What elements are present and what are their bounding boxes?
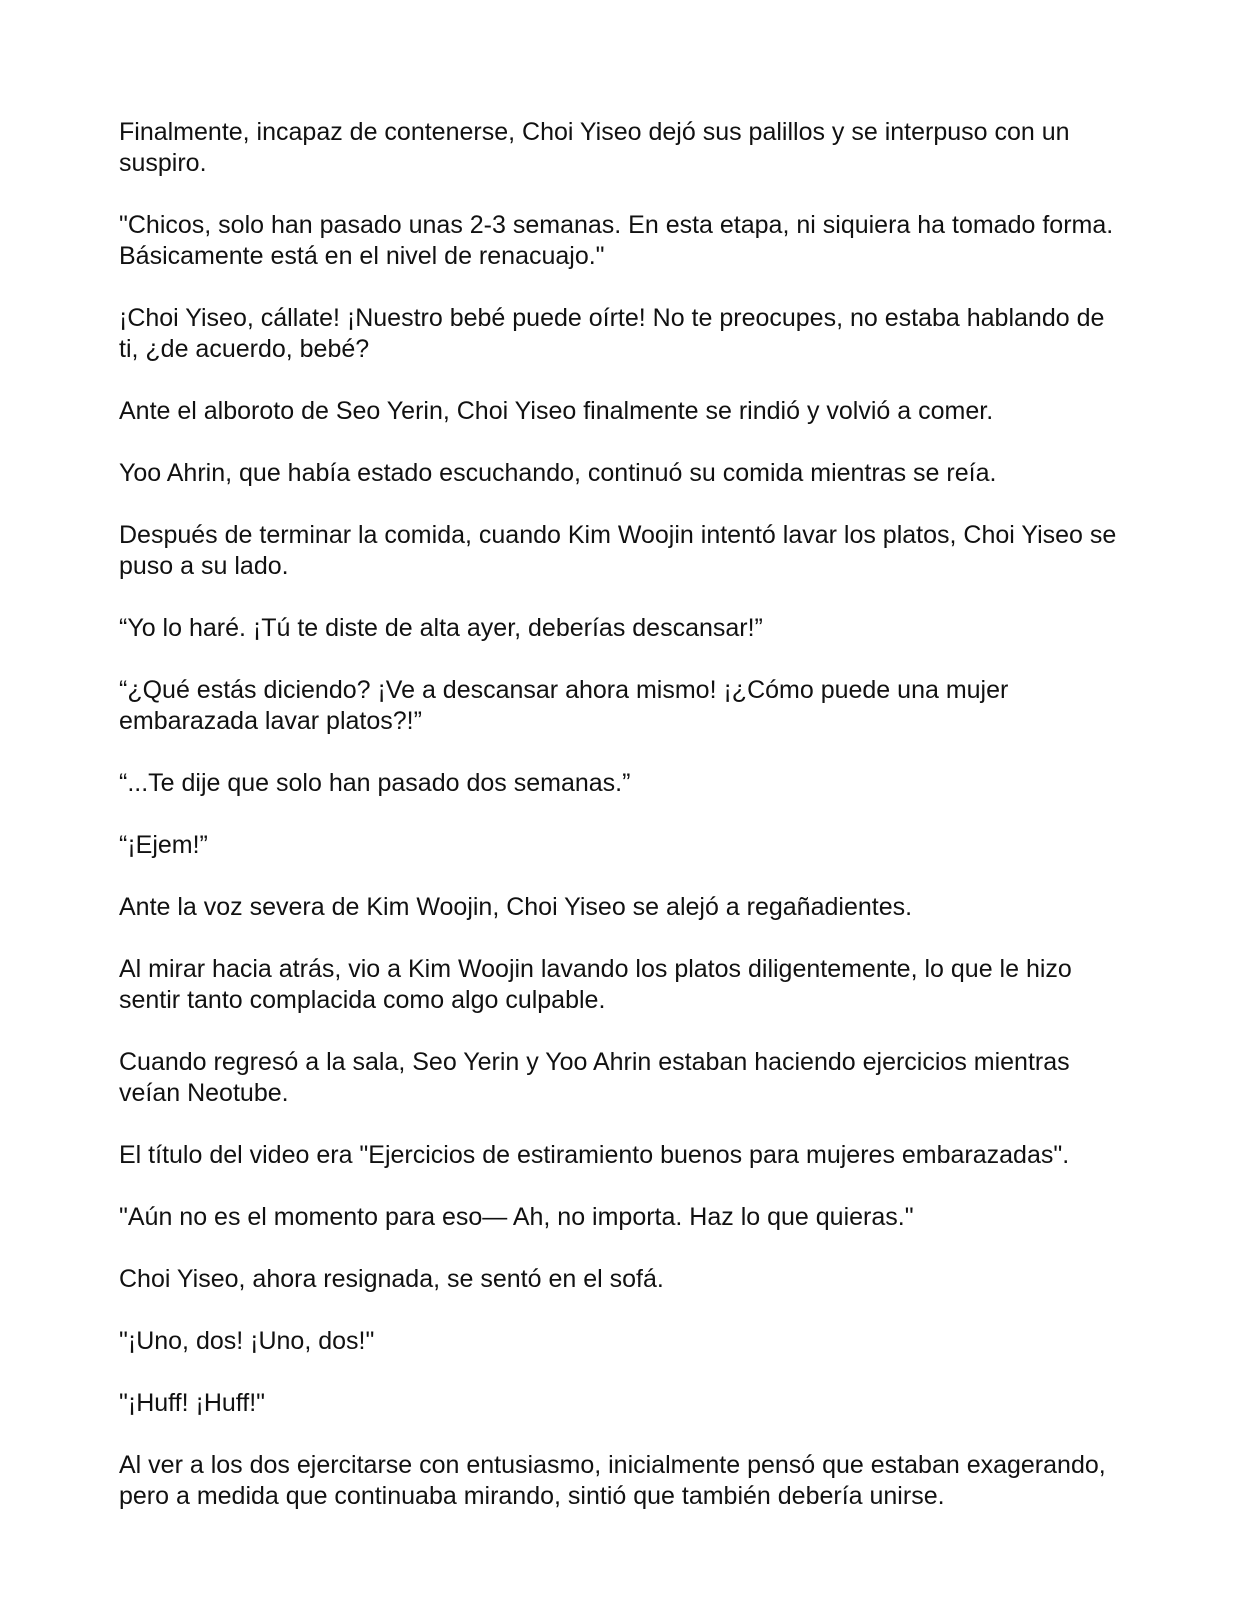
paragraph: Finalmente, incapaz de contenerse, Choi Yiseo dejó sus palillos y se interpuso con un suspiro. xyxy=(119,118,1070,177)
paragraph: Cuando regresó a la sala, Seo Yerin y Yoo Ahrin estaban haciendo ejercicios mientras veían Neotube. xyxy=(119,1048,1070,1107)
paragraph: "Aún no es el momento para eso— Ah, no importa. Haz lo que quieras." xyxy=(119,1203,914,1231)
paragraph: “¿Qué estás diciendo? ¡Ve a descansar ahora mismo! ¡¿Cómo puede una mujer embarazada lavar platos?!” xyxy=(119,676,1009,735)
paragraph: Después de terminar la comida, cuando Kim Woojin intentó lavar los platos, Choi Yiseo se puso a su lado. xyxy=(119,521,1117,580)
paragraph: "¡Uno, dos! ¡Uno, dos!" xyxy=(119,1327,375,1355)
document-body xyxy=(119,117,1129,1543)
paragraph: “Yo lo haré. ¡Tú te diste de alta ayer, deberías descansar!” xyxy=(119,614,763,642)
paragraph: Ante la voz severa de Kim Woojin, Choi Yiseo se alejó a regañadientes. xyxy=(119,893,913,921)
paragraph: “...Te dije que solo han pasado dos semanas.” xyxy=(119,769,631,797)
paragraph: ¡Choi Yiseo, cállate! ¡Nuestro bebé puede oírte! No te preocupes, no estaba hablando de ti, ¿de acuerdo, bebé? xyxy=(119,304,1105,363)
paragraph: Ante el alboroto de Seo Yerin, Choi Yiseo finalmente se rindió y volvió a comer. xyxy=(119,397,994,425)
paragraph: Al ver a los dos ejercitarse con entusiasmo, inicialmente pensó que estaban exagerando, pero a medida que continuaba mirando, sintió que también debería unirse. xyxy=(119,1451,1106,1510)
paragraph: "¡Huff! ¡Huff!" xyxy=(119,1389,266,1417)
paragraph: Yoo Ahrin, que había estado escuchando, continuó su comida mientras se reía. xyxy=(119,459,997,487)
paragraph: "Chicos, solo han pasado unas 2-3 semanas. En esta etapa, ni siquiera ha tomado forma. Básicamente está en el nivel de renacuajo." xyxy=(119,211,1114,270)
paragraph: Choi Yiseo, ahora resignada, se sentó en el sofá. xyxy=(119,1265,664,1293)
paragraph: Al mirar hacia atrás, vio a Kim Woojin lavando los platos diligentemente, lo que le hizo sentir tanto complacida como algo culpable. xyxy=(119,955,1072,1014)
paragraph: El título del video era "Ejercicios de estiramiento buenos para mujeres embarazadas". xyxy=(119,1141,1070,1169)
paragraph: “¡Ejem!” xyxy=(119,831,208,859)
